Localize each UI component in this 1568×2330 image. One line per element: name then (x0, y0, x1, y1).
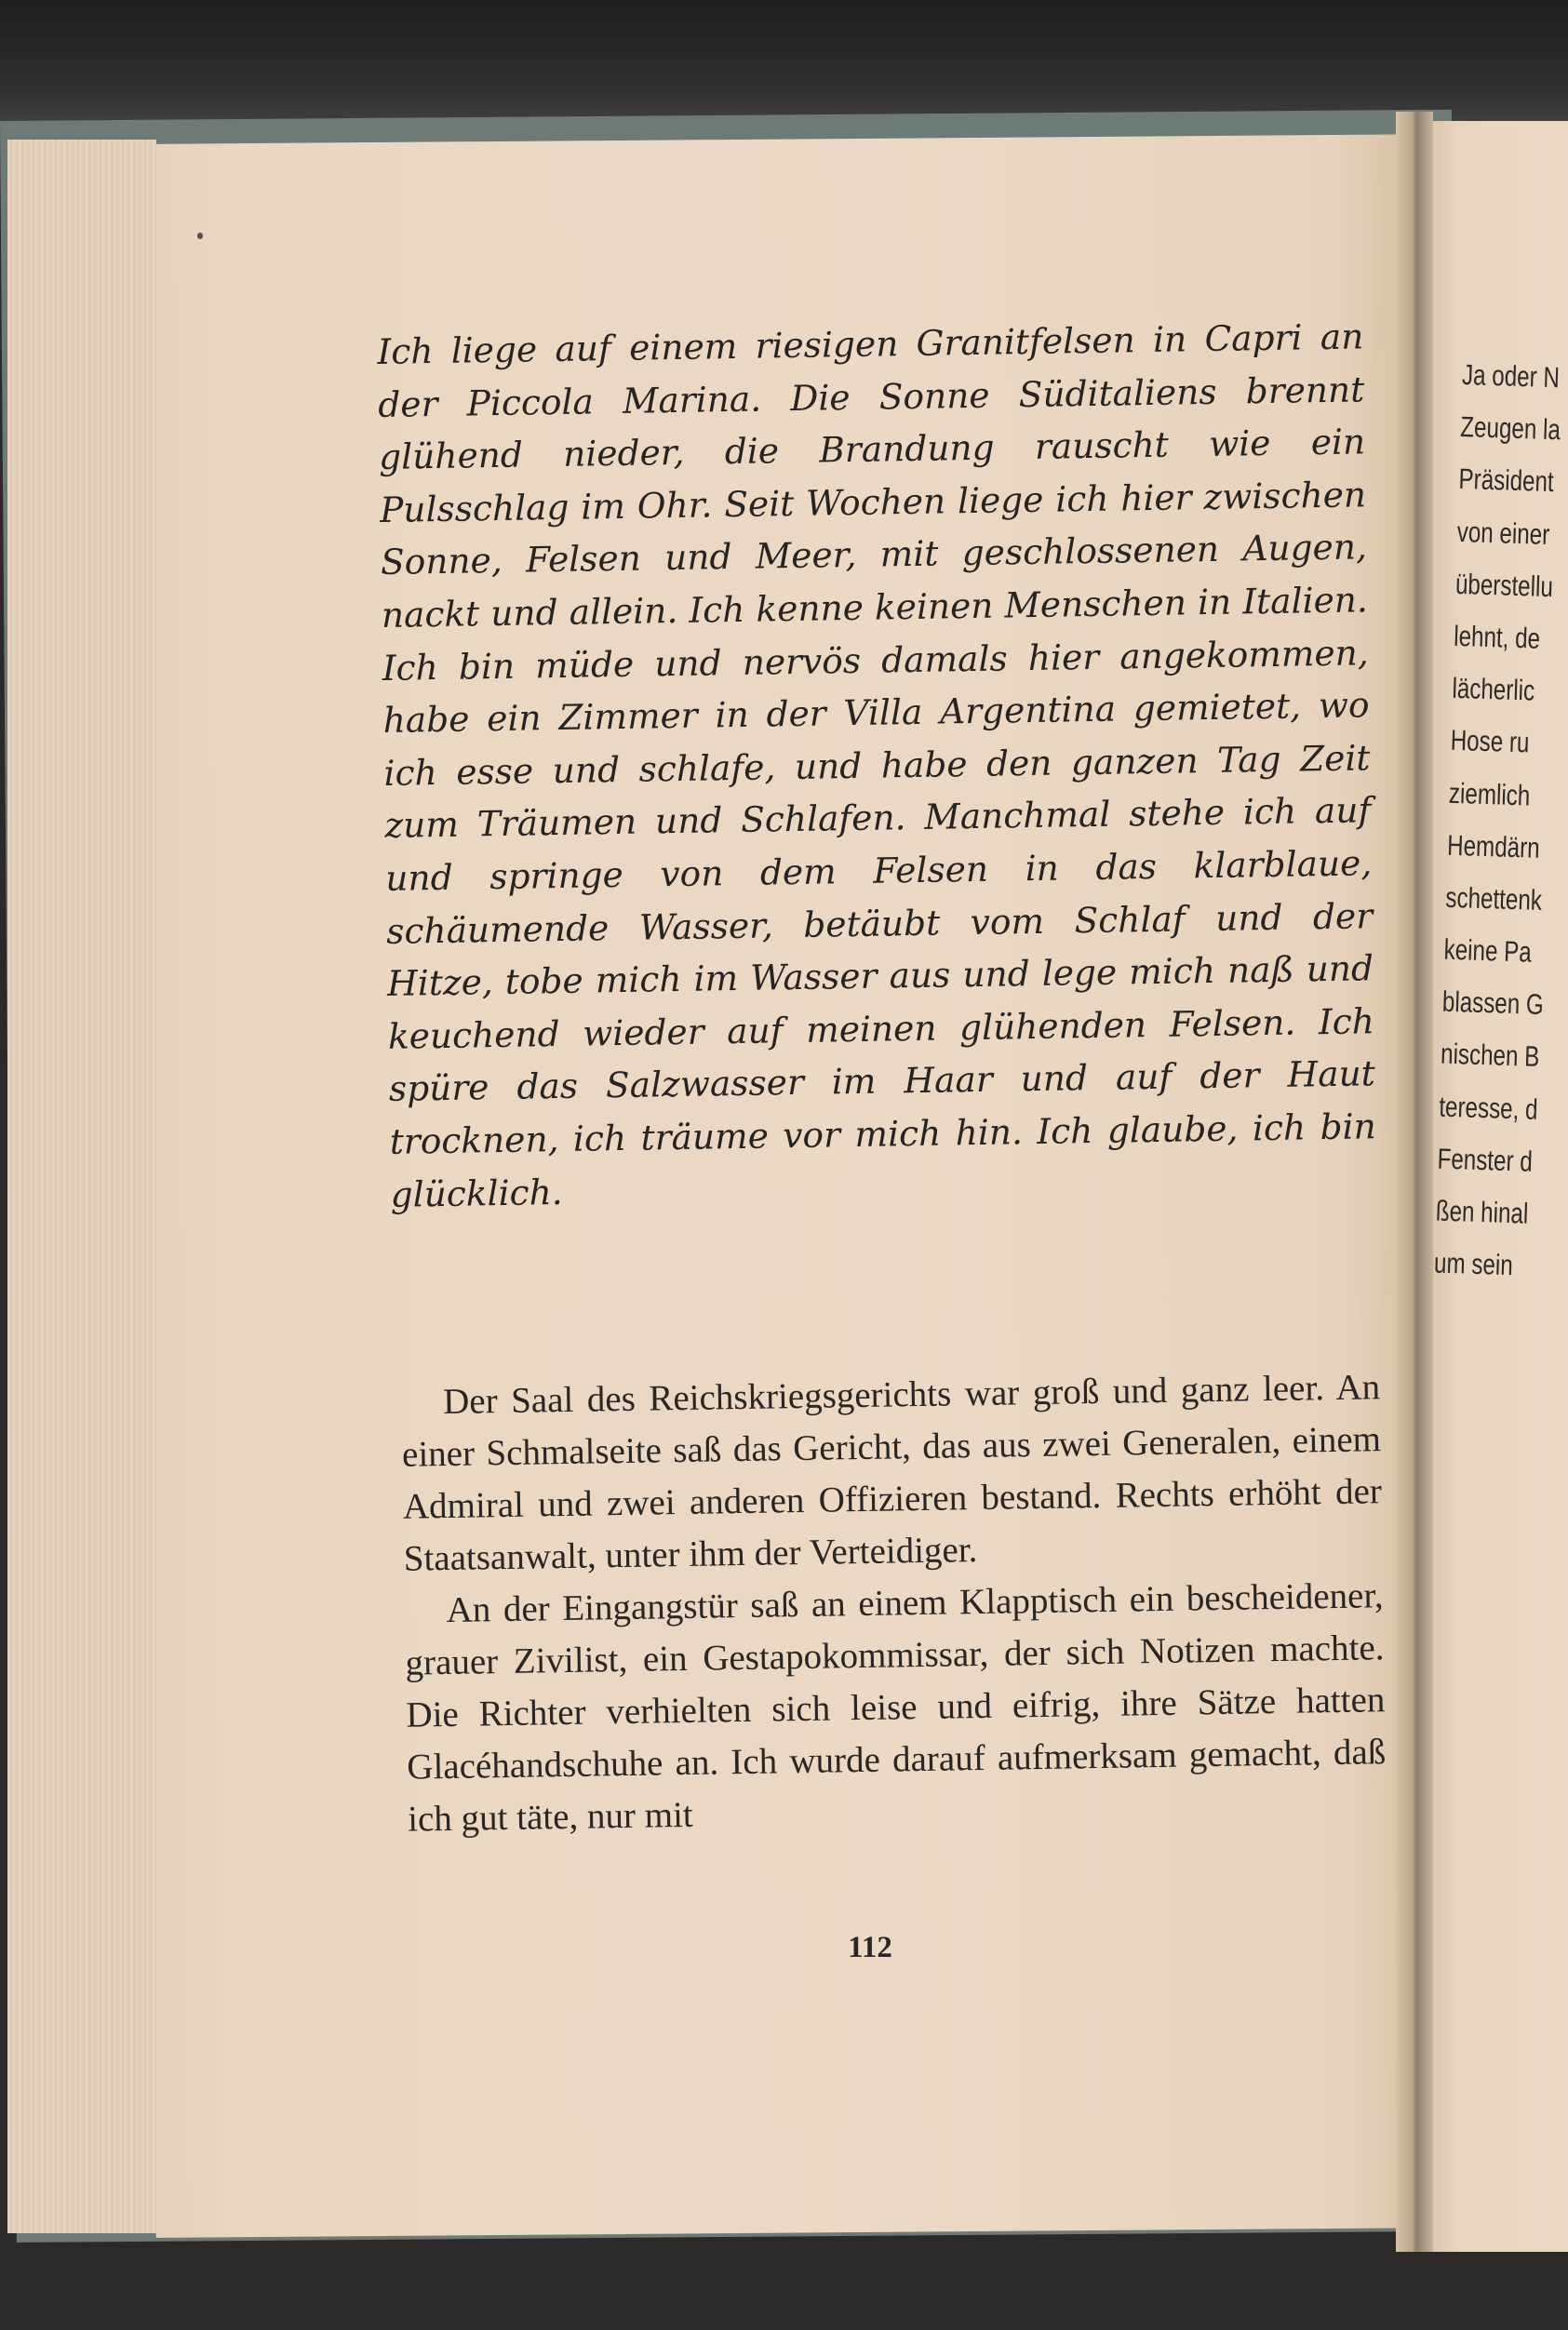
facing-page-line: um sein (1433, 1246, 1514, 1282)
facing-page-line: von einer (1456, 515, 1550, 551)
page-text (377, 310, 1387, 1840)
page-edges (7, 140, 156, 2233)
facing-page-line: Ja oder N (1461, 357, 1561, 395)
facing-page-line: lächerlic (1451, 671, 1535, 707)
paragraph-eingangstuer: An der Eingangstür saß an einem Klapptisch ein bescheidener, grauer Zivilist, ein Gestapokommissar, der sich Notizen machte. Die Richter verhielten sich leise und eifrig, ihre Sätze hatten Glacéhandschuhe an. Ich wurde darauf aufmerksam gemacht, daß ich gut täte, nur mit (405, 1575, 1387, 1840)
facing-page-line: lehnt, de (1453, 619, 1541, 655)
facing-page-line: überstellu (1454, 567, 1554, 603)
ink-speck (197, 233, 203, 239)
facing-page-line: Präsident (1458, 462, 1555, 499)
facing-page-line: teresse, d (1438, 1090, 1539, 1126)
roman-passage (401, 1361, 1387, 1845)
italic-passage (377, 310, 1377, 1221)
paragraph-saal: Der Saal des Reichskriegsgerichts war groß und ganz leer. An einer Schmalseite saß das Gericht, das aus zwei Generalen, einem Admiral und zwei anderen Offizieren bestand. Rechts erhöht der Staatsanwalt, unter ihm der Verteidiger. (401, 1367, 1383, 1579)
facing-page-line: Zeugen la (1459, 410, 1561, 447)
italic-paragraph: Ich liege auf einem riesigen Granitfelsen in Capri an der Piccola Marina. Die Sonne Süditaliens brennt glühend nieder, die Brandung rauscht wie ein Pulsschlag im Ohr. Seit Wochen liege ich hier zwischen Sonne, Felsen und Meer, mit geschlossenen Augen, nackt und allein. Ich kenne keinen Menschen in Italien. Ich bin müde und nervös damals hier angekommen, habe ein Zimmer in der Villa Argentina gemietet, wo ich esse und schlafe, und habe den ganzen Tag Zeit zum Träumen und Schlafen. Manchmal stehe ich auf und springe von dem Felsen in das klarblaue, schäumende Wasser, betäubt vom Schlaf und der Hitze, tobe mich im Wasser aus und lege mich naß und keuchend wieder auf meinen glühenden Felsen. Ich spüre das Salzwasser im Haar und auf der Haut trocknen, ich träume vor mich hin. Ich glaube, ich bin glücklich. (377, 315, 1376, 1215)
facing-page-line: schettenk (1444, 880, 1543, 917)
facing-page-line: blassen G (1441, 984, 1545, 1022)
facing-page-line: keine Pa (1443, 932, 1533, 969)
facing-page-line: nischen B (1440, 1038, 1540, 1074)
facing-page-line: ßen hinal (1435, 1194, 1529, 1230)
facing-page-line: Fenster d (1437, 1142, 1534, 1178)
page-number: 112 (848, 1931, 892, 1964)
facing-page-line: Hose ru (1450, 724, 1530, 759)
book-gutter (1396, 112, 1433, 2252)
facing-page-line: ziemlich (1448, 776, 1531, 811)
facing-page-line: Hemdärn (1446, 828, 1541, 864)
